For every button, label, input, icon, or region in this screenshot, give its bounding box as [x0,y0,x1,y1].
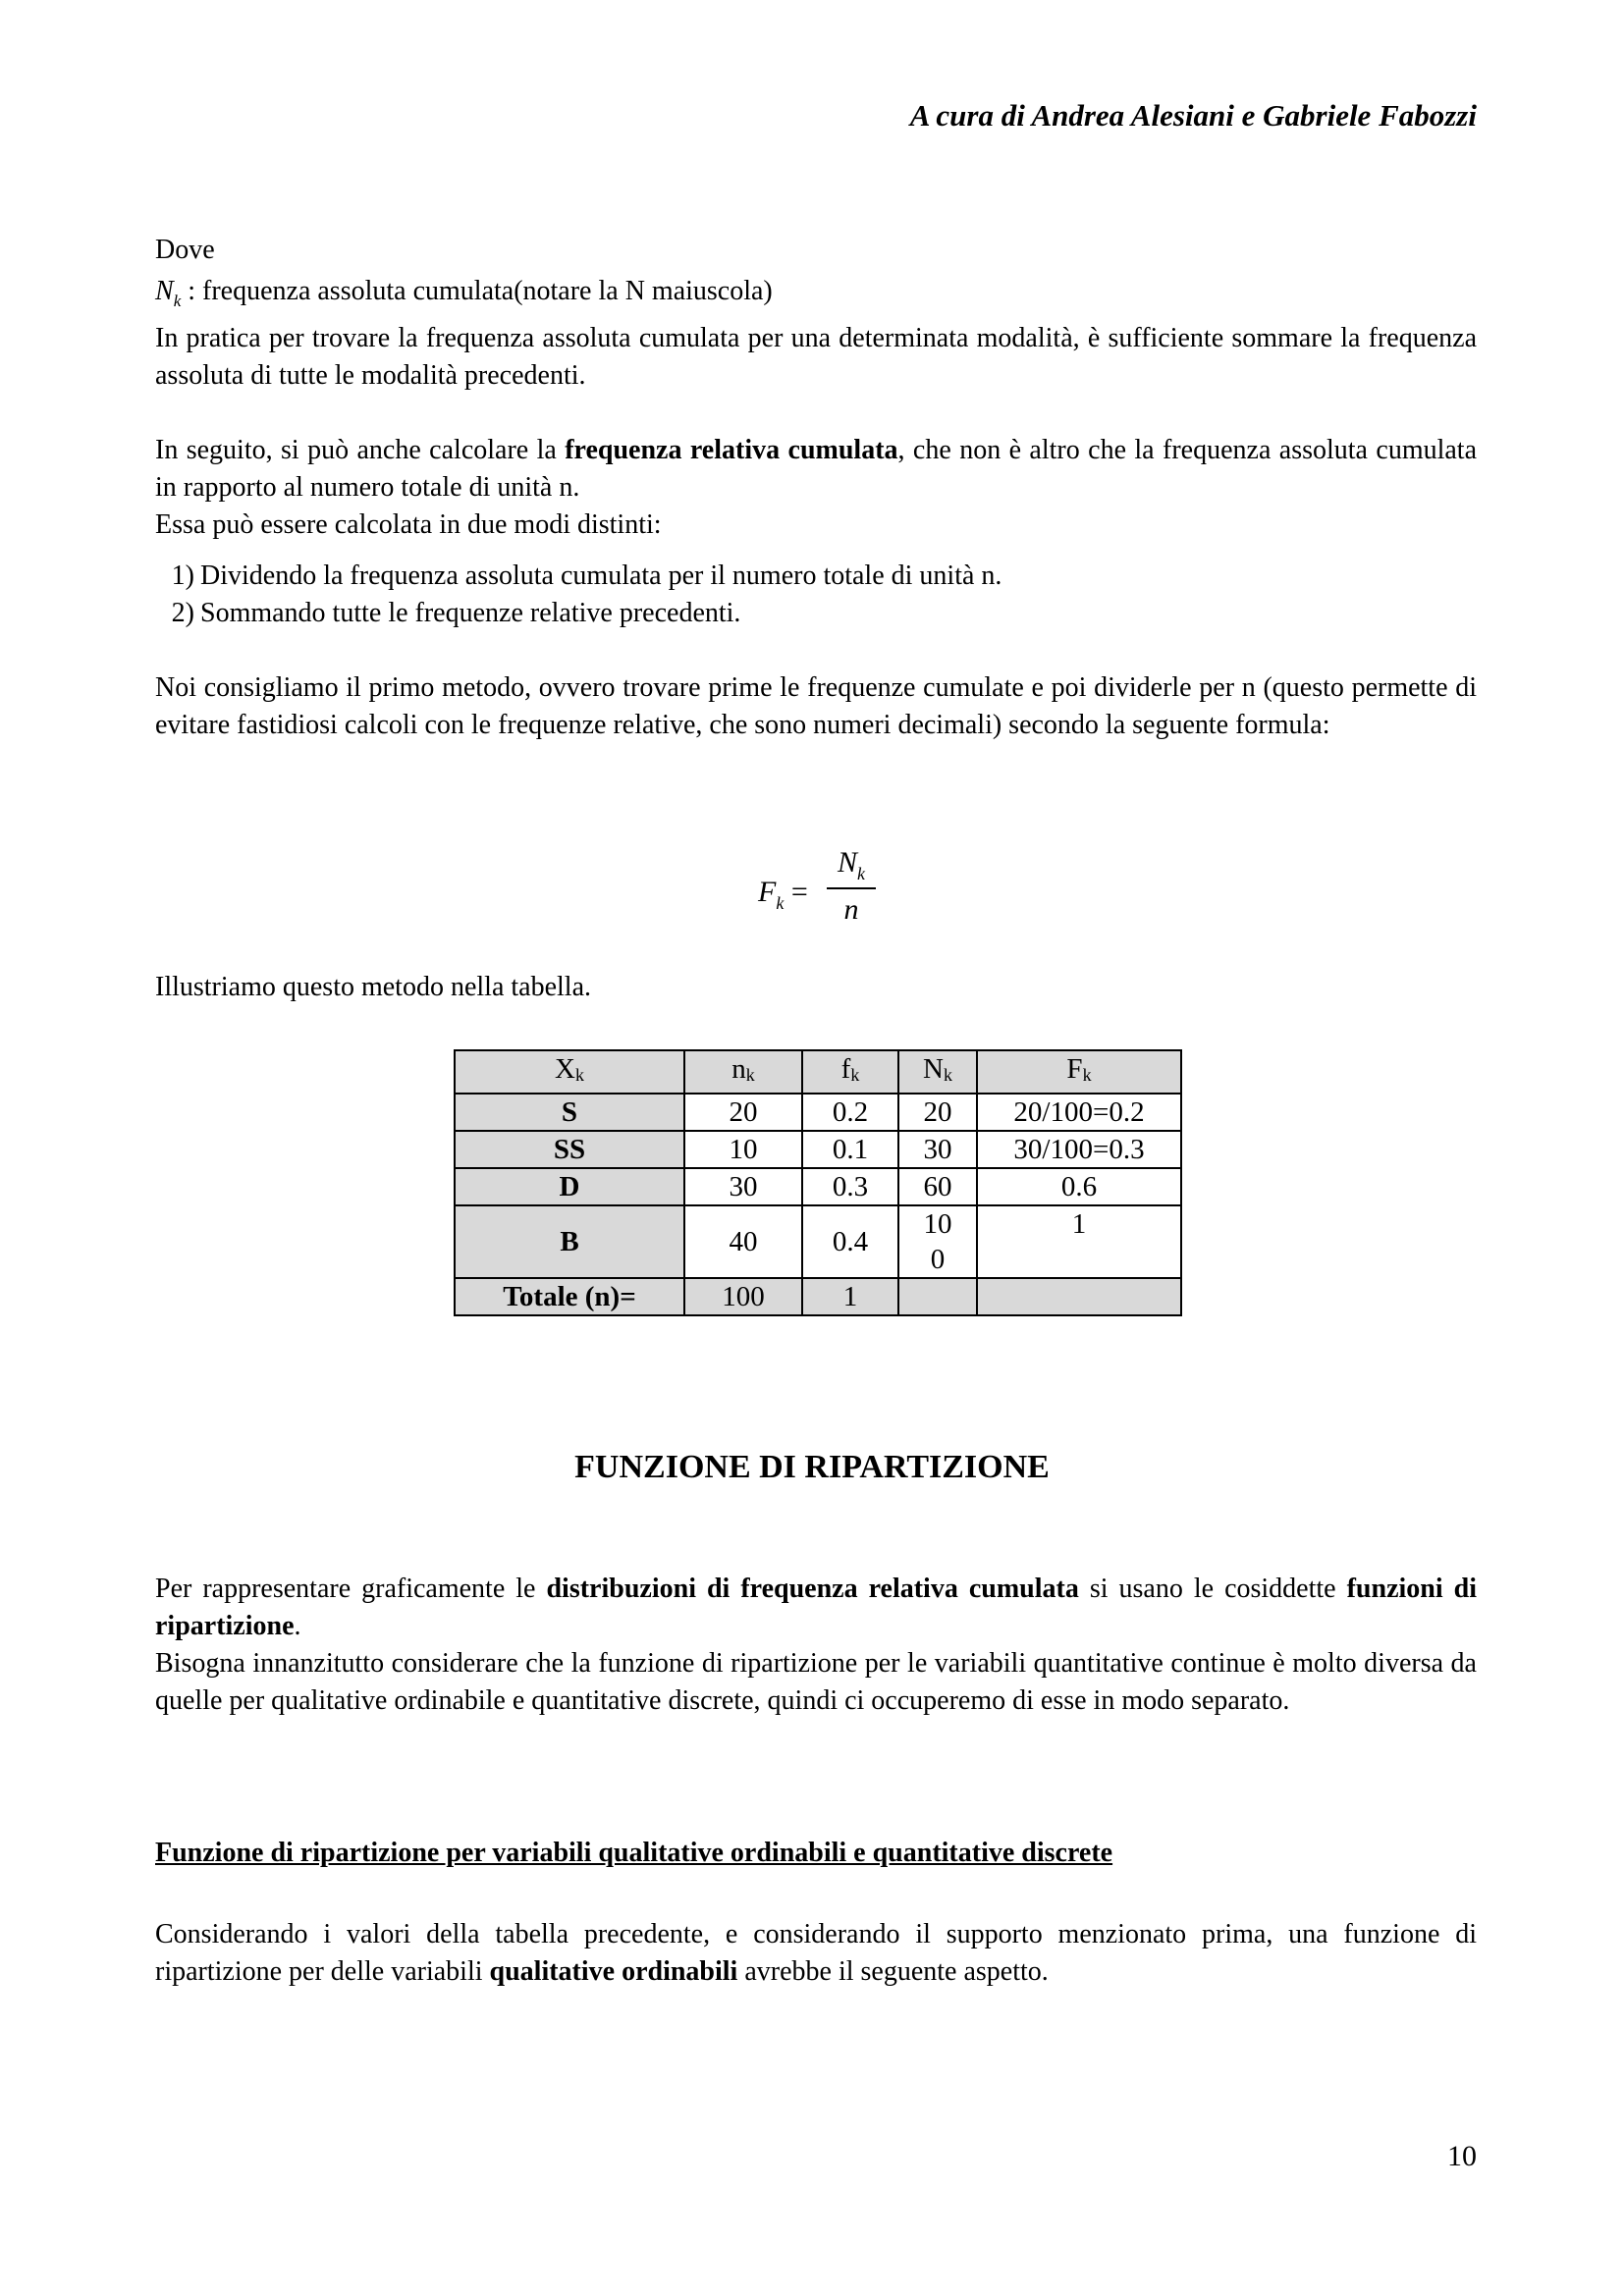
cell-modality: S [455,1094,684,1131]
formula-equals: = [790,876,808,908]
section-body [155,1571,1477,1720]
cell-empty [977,1278,1181,1315]
cell-total-label: Totale (n)= [455,1278,684,1315]
section-title: FUNZIONE DI RIPARTIZIONE [574,1449,1050,1485]
cell-modality: D [455,1168,684,1205]
cell-fk-cum: 0.6 [977,1168,1181,1205]
paragraph-text: Per rappresentare graficamente le [155,1574,547,1604]
header-sub: k [850,1065,860,1085]
cell-modality: SS [455,1131,684,1168]
cell-nk: 20 [684,1094,802,1131]
cell-nk: 30 [684,1168,802,1205]
cell-nk-cum [898,1205,977,1278]
bold-term: distribuzioni di frequenza relativa cumulata [546,1574,1079,1604]
cell-modality: B [455,1205,684,1278]
paragraph-representation [155,1571,1477,1645]
paragraph-text: In seguito, si può anche calcolare la [155,435,566,465]
dove-label: Dove [155,235,215,265]
cell-fk: 0.1 [802,1131,898,1168]
list-text: Dividendo la frequenza assoluta cumulata per il numero totale di unità n. [200,561,1002,591]
table-row [455,1094,1181,1131]
paragraph-final [155,1916,1477,1991]
paragraph-text: . [294,1611,301,1641]
page-header: A cura di Andrea Alesiani e Gabriele Fabozzi [909,98,1477,133]
list-number: 1) [171,561,194,591]
bold-term: qualitative ordinabili [489,1956,738,1987]
subsection-title: Funzione di ripartizione per variabili qualitative ordinabili e quantitative discrete [155,1838,1113,1868]
header-fk [802,1050,898,1094]
header-fk-cumulative [977,1050,1181,1094]
paragraph-text: , che non è altro che la frequenza assoluta cumulata in rapporto al numero totale di unità n. [155,435,1478,503]
nk-definition [155,273,1477,320]
intro-block [155,232,1477,744]
nk-definition-text: : frequenza assoluta cumulata(notare la N maiuscola) [181,276,773,306]
paragraph-text: si usano le cosiddette [1078,1574,1347,1604]
cell-fk: 0.4 [802,1205,898,1278]
illustr-text: Illustriamo questo metodo nella tabella. [155,972,591,1002]
paragraph-recommendation: Noi consigliamo il primo metodo, ovvero trovare prime le frequenze cumulate e poi dividerle per n (questo permette di evitare fastidiosi calcoli con le frequenze relative, che sono numeri decimali) secondo la seguente formula: [155,672,1477,740]
list-number: 2) [171,598,194,628]
formula-n-sub: k [857,864,865,883]
paragraph-two-ways: Essa può essere calcolata in due modi distinti: [155,509,662,540]
cell-nk-cum: 60 [898,1168,977,1205]
formula-numerator [827,846,876,889]
cell-nk: 40 [684,1205,802,1278]
table-header-row [455,1050,1181,1094]
table-row [455,1131,1181,1168]
nk-subscript: k [173,292,182,310]
formula-f-sub: k [776,893,785,913]
header-sub: k [943,1065,952,1085]
frequency-table [454,1049,1182,1316]
cell-nk-cum: 30 [898,1131,977,1168]
paragraph-cumulative-absolute: In pratica per trovare la frequenza assoluta cumulata per una determinata modalità, è sufficiente sommare la frequenza assoluta di tutte le modalità precedenti. [155,323,1477,391]
list-item [155,558,1477,595]
paragraph-separation: Bisogna innanzitutto considerare che la funzione di ripartizione per le variabili quantitative continue è molto diversa da quelle per qualitative ordinabile e quantitative discrete, quindi ci occuperemo di esse in modo separato. [155,1648,1477,1716]
paragraph-cumulative-relative [155,432,1477,507]
header-main: N [923,1053,944,1085]
cell-line: 10 [923,1208,952,1240]
cell-fk: 0.3 [802,1168,898,1205]
header-main: F [1066,1053,1083,1085]
header-main: f [840,1053,851,1085]
header-sub: k [574,1065,584,1085]
cell-fk: 0.2 [802,1094,898,1131]
method-list [155,558,1477,632]
header-xk [455,1050,684,1094]
nk-symbol: N [155,276,174,306]
page-number: 10 [1447,2140,1477,2172]
cell-total-f: 1 [802,1278,898,1315]
cell-total-n: 100 [684,1278,802,1315]
header-sub: k [1082,1065,1092,1085]
cell-line: 0 [930,1244,946,1275]
header-nk [684,1050,802,1094]
cell-fk-cum: 30/100=0.3 [977,1131,1181,1168]
formula-n-upper: N [837,846,857,879]
bold-term: frequenza relativa cumulata [565,435,898,465]
cell-nk-cum: 20 [898,1094,977,1131]
list-text: Sommando tutte le frequenze relative precedenti. [200,598,741,628]
cell-empty [898,1278,977,1315]
list-item [155,595,1477,632]
formula-fraction [827,846,876,927]
cell-nk: 10 [684,1131,802,1168]
cell-fk-cum: 1 [977,1205,1181,1278]
paragraph-text: avrebbe il seguente aspetto. [737,1956,1049,1987]
header-sub: k [745,1065,755,1085]
table-total-row [455,1278,1181,1315]
header-nk-cumulative [898,1050,977,1094]
bold-term: funzioni di ripartizione [155,1574,1477,1641]
header-main: n [731,1053,746,1085]
paragraph-text: Considerando i valori della tabella precedente, e considerando il supporto menzionato prima, una funzione di ripartizione per delle variabili [155,1919,1477,1987]
table-row [455,1205,1181,1278]
table-row [455,1168,1181,1205]
header-main: X [555,1053,575,1085]
formula-lhs [758,876,808,914]
final-block [155,1916,1477,1991]
formula-f: F [758,876,777,908]
formula-denominator: n [843,893,859,926]
cell-fk-cum: 20/100=0.2 [977,1094,1181,1131]
